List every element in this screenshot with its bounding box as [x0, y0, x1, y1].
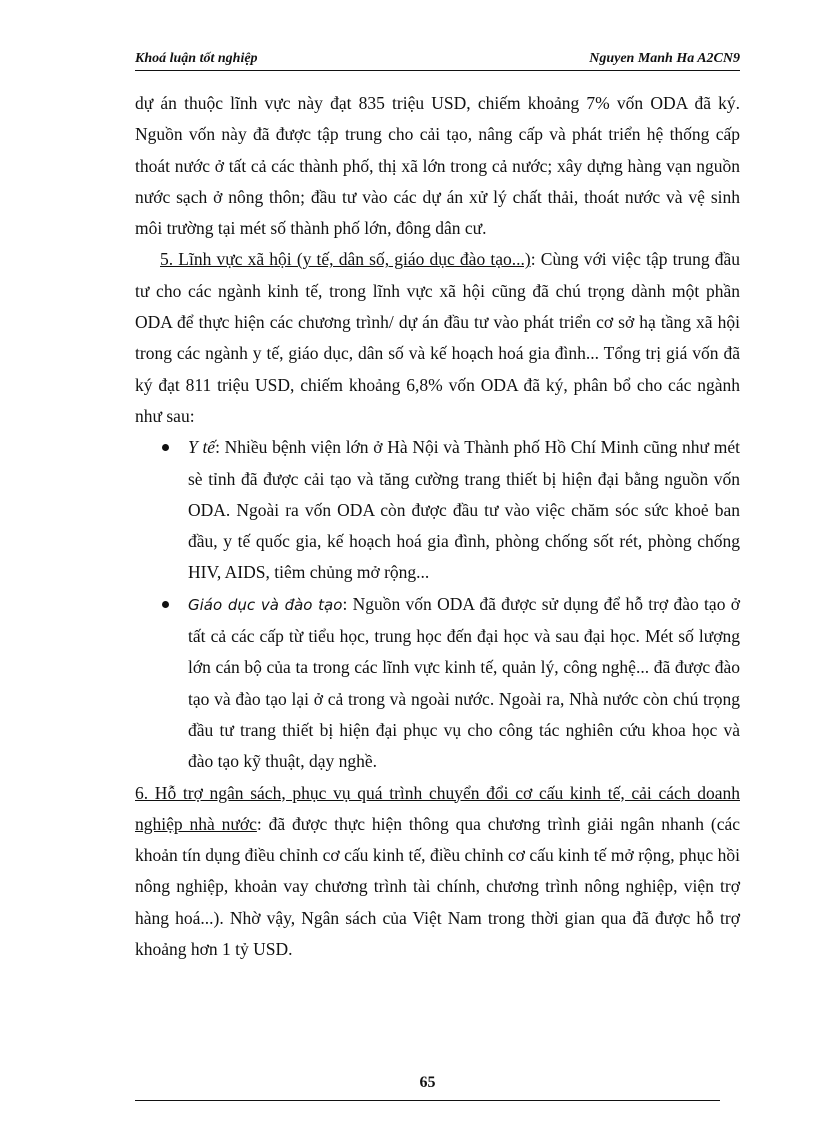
document-body	[135, 88, 740, 965]
paragraph-continuation: dự án thuộc lĩnh vực này đạt 835 triệu USD, chiếm khoảng 7% vốn ODA đã ký. Nguồn vốn này đã được tập trung cho cải tạo, nâng cấp và phát triển hệ thống cấp thoát nước ở tất cả các thành phố, thị xã lớn trong cả nước; xây dựng hàng vạn nguồn nước sạch ở nông thôn; đầu tư vào các dự án xử lý chất thải, thoát nước và vệ sinh môi trường tại mét số thành phố lớn, đông dân cư.	[135, 93, 740, 239]
bullet-text-health: : Nhiều bệnh viện lớn ở Hà Nội và Thành phố Hồ Chí Minh cũng như mét sè tỉnh đã được cải tạo và tăng cường trang thiết bị hiện đại bằng nguồn vốn ODA. Ngoài ra vốn ODA còn được đầu tư vào việc chăm sóc sức khoẻ ban đầu, y tế quốc gia, kế hoạch hoá gia đình, phòng chống sốt rét, phòng chống HIV, AIDS, tiêm chủng mở rộng...	[188, 437, 740, 583]
page-number: 65	[419, 1074, 436, 1091]
bullet-list	[135, 432, 740, 777]
section-heading-6: 6. Hỗ trợ ngân sách, phục vụ quá trình chuyển đổi cơ cấu kinh tế, cải cách doanh nghiệp nhà nước	[135, 782, 740, 834]
page-header	[135, 51, 740, 71]
page-footer	[135, 1066, 720, 1101]
bullet-text-education: : Nguồn vốn ODA đã được sử dụng để hỗ trợ đào tạo ở tất cả các cấp từ tiểu học, trung học đến đại học và sau đại học. Mét số lượng lớn cán bộ của ta trong các lĩnh vực kinh tế, quản lý, công nghệ... đã được đào tạo và đào tạo lại ở cả trong và ngoài nước. Ngoài ra, Nhà nước còn chú trọng đầu tư trang thiết bị hiện đại phục vụ cho công tác nghiên cứu khoa học và đào tạo kỹ thuật, dạy nghề.	[188, 593, 740, 772]
header-author: Nguyen Manh Ha A2CN9	[589, 51, 740, 66]
bullet-icon	[162, 444, 169, 451]
paragraph-social-sector	[135, 244, 740, 432]
paragraph-budget-support	[135, 778, 740, 966]
bullet-label-education: Giáo dục và đào tạo	[188, 595, 343, 614]
list-item	[188, 432, 740, 588]
section-text-5: : Cùng với việc tập trung đầu tư cho các ngành kinh tế, trong lĩnh vực xã hội cũng đã chú trọng dành một phần ODA để thực hiện các chương trình/ dự án đầu tư vào phát triển cơ sở hạ tầng xã hội trong các ngành y tế, giáo dục, dân số và kế hoạch hoá gia đình... Tổng trị giá vốn đã ký đạt 811 triệu USD, chiếm khoảng 6,8% vốn ODA đã ký, phân bổ cho các ngành như sau:	[135, 249, 740, 426]
header-title: Khoá luận tốt nghiệp	[135, 51, 258, 66]
bullet-label-health: Y tế	[188, 437, 216, 458]
bullet-icon	[162, 601, 169, 608]
list-item	[188, 589, 740, 778]
section-text-6: : đã được thực hiện thông qua chương trình giải ngân nhanh (các khoản tín dụng điều chỉnh cơ cấu kinh tế, điều chỉnh cơ cấu kinh tế mở rộng, phục hồi nông nghiệp, khoản vay chương trình tài chính, chương trình nông nghiệp, viện trợ hàng hoá...). Nhờ vậy, Ngân sách của Việt Nam trong thời gian qua đã được hỗ trợ khoảng hơn 1 tỷ USD.	[135, 813, 740, 960]
section-heading-5: 5. Lĩnh vực xã hội (y tế, dân số, giáo dục đào tạo...)	[160, 249, 531, 270]
